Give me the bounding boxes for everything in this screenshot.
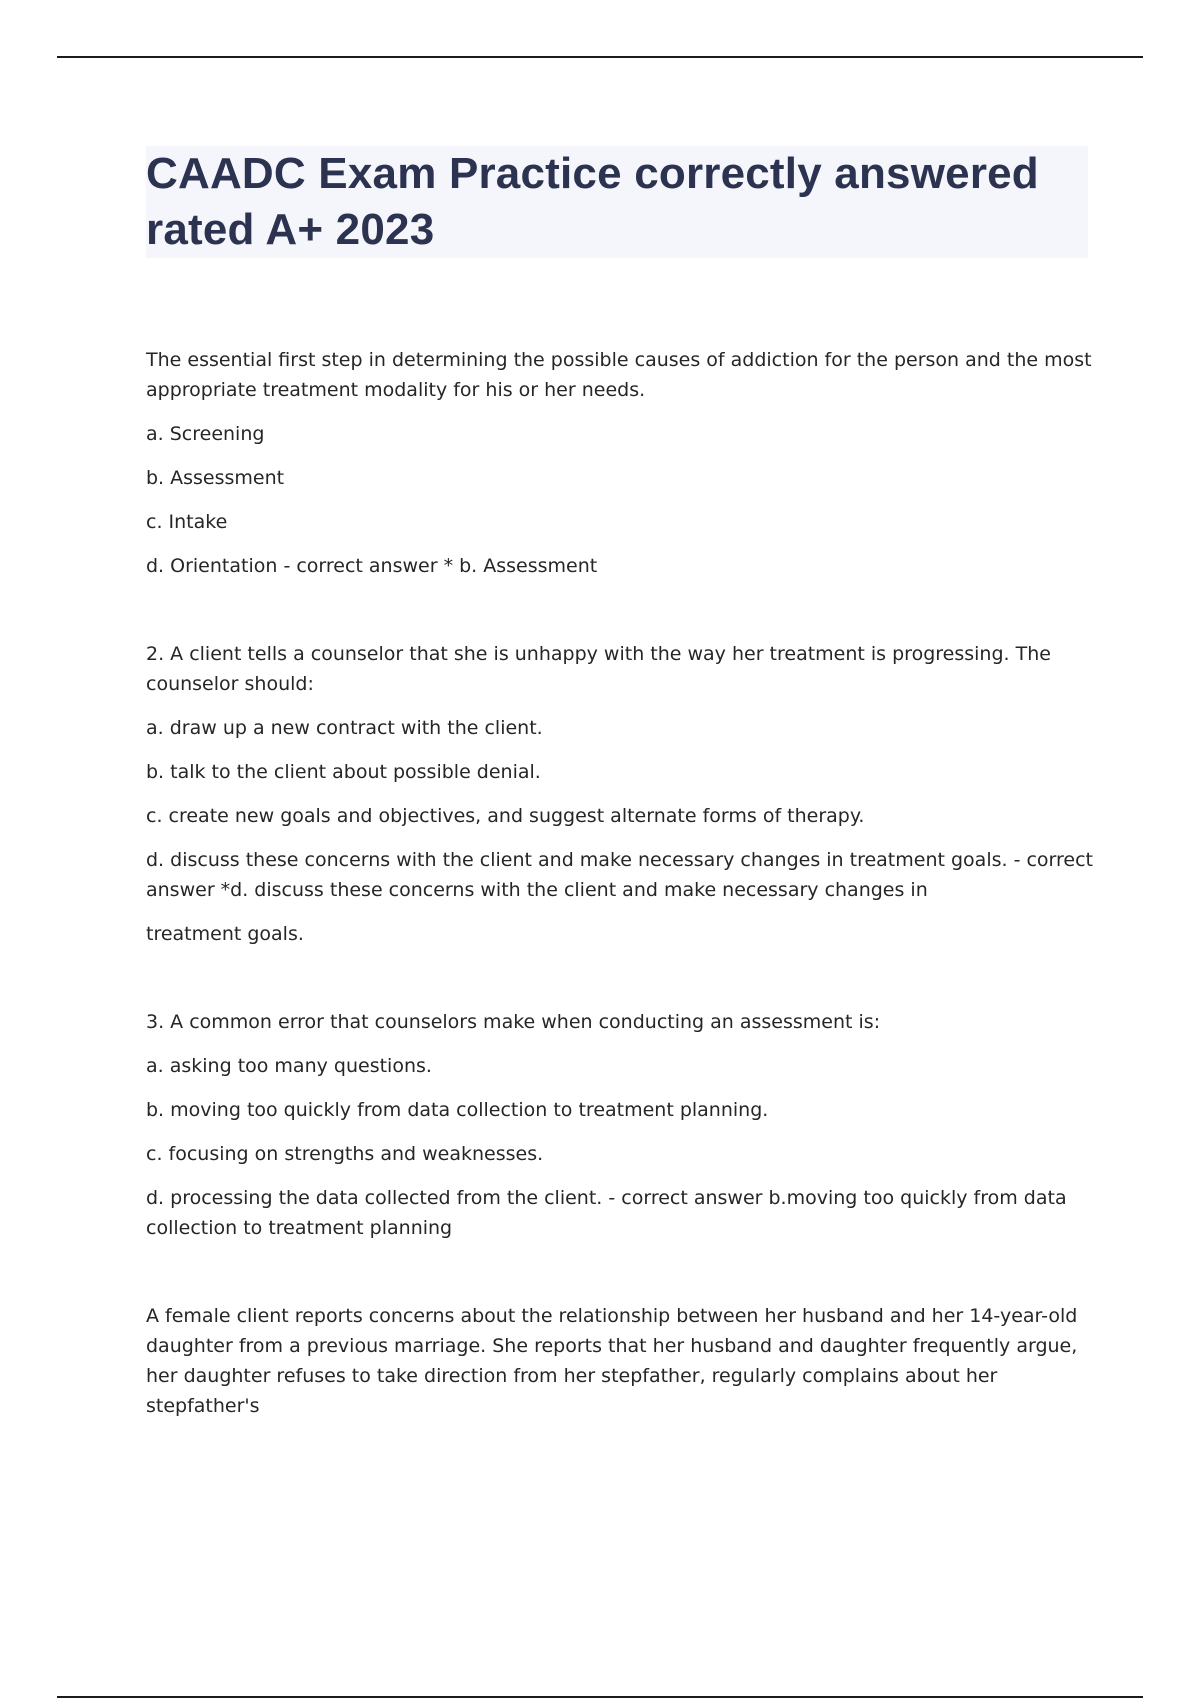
answer-option: b. moving too quickly from data collection to treatment planning. (146, 1099, 769, 1121)
question-stem: A female client reports concerns about the relationship between her husband and her 14-year-old daughter from a previous marriage. She reports that her husband and daughter frequently argue, her daughter refuses to take direction from her stepfather, regularly complains about her stepfather's (146, 1305, 1078, 1417)
question-block (146, 639, 1096, 949)
answer-option: a. Screening (146, 423, 265, 445)
top-rule (57, 56, 1143, 58)
answer-option: b. talk to the client about possible denial. (146, 761, 541, 783)
answer-option: a. draw up a new contract with the client. (146, 717, 543, 739)
question-block (146, 1007, 1096, 1243)
question-block (146, 1301, 1096, 1421)
bottom-rule (57, 1696, 1143, 1698)
answer-option-continued: treatment goals. (146, 923, 304, 945)
title-banner (146, 146, 1088, 258)
answer-option: c. create new goals and objectives, and suggest alternate forms of therapy. (146, 805, 865, 827)
question-block (146, 345, 1096, 581)
answer-option: d. Orientation - correct answer * b. Assessment (146, 555, 598, 577)
answer-option: c. Intake (146, 511, 228, 533)
answer-option: d. discuss these concerns with the client and make necessary changes in treatment goals. - correct answer *d. discuss these concerns with the client and make necessary changes in (146, 849, 1093, 901)
answer-option: a. asking too many questions. (146, 1055, 432, 1077)
question-stem: The essential first step in determining the possible causes of addiction for the person and the most appropriate treatment modality for his or her needs. (146, 349, 1092, 401)
answer-option: c. focusing on strengths and weaknesses. (146, 1143, 544, 1165)
question-stem: 3. A common error that counselors make when conducting an assessment is: (146, 1011, 881, 1033)
question-list (146, 345, 1096, 1479)
document-title: CAADC Exam Practice correctly answered rated A+ 2023 (146, 149, 1039, 254)
answer-option: b. Assessment (146, 467, 285, 489)
question-stem: 2. A client tells a counselor that she is unhappy with the way her treatment is progressing. The counselor should: (146, 643, 1051, 695)
answer-option: d. processing the data collected from the client. - correct answer b.moving too quickly from data collection to treatment planning (146, 1187, 1067, 1239)
